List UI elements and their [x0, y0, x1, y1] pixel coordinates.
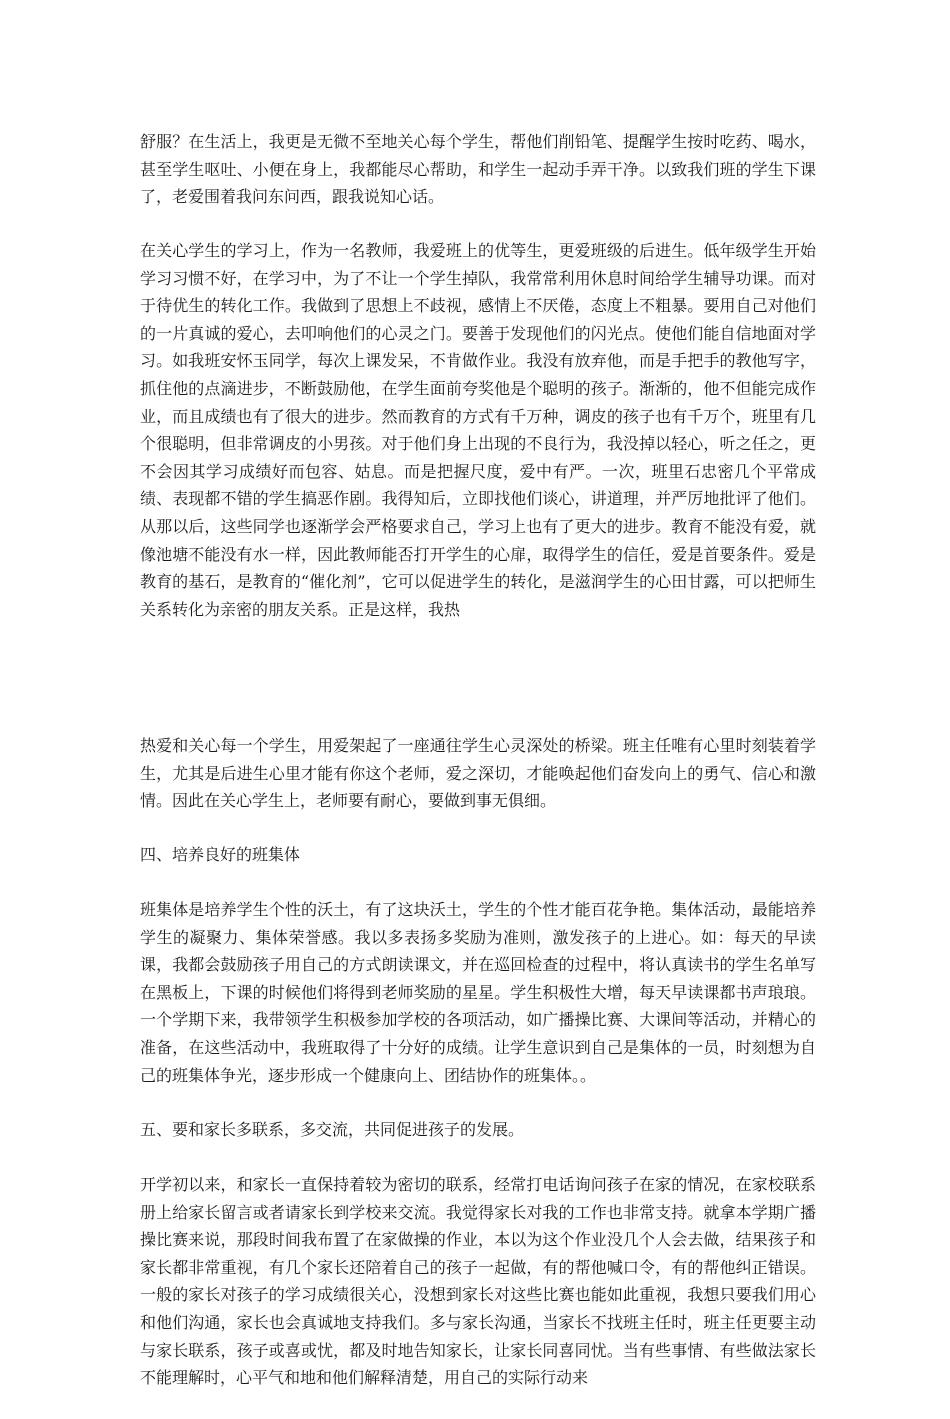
section-heading-parent-contact: 五、要和家长多联系，多交流，共同促进孩子的发展。 [140, 1120, 525, 1139]
section-heading-class-collective: 四、培养良好的班集体 [140, 845, 301, 864]
document-body [140, 128, 816, 1419]
paragraph-parent-contact: 开学初以来，和家长一直保持着较为密切的联系，经常打电话询问孩子在家的情况，在家校联系册上给家长留言或者请家长到学校来交流。我觉得家长对我的工作也非常支持。就拿本学期广播操比赛来说，那段时间我布置了在家做操的作业，本以为这个作业没几个人会去做，结果孩子和家长都非常重视，有几个家长还陪着自己的孩子一起做，有的帮他喊口令，有的帮他纠正错误。一般的家长对孩子的学习成绩很关心，没想到家长对这些比赛也能如此重视，我想只要我们用心和他们沟通，家长也会真诚地支持我们。多与家长沟通，当家长不找班主任时，班主任更要主动与家长联系，孩子或喜或忧，都及时地告知家长，让家长同喜同忧。当有些事情、有些做法家长不能理解时，心平气和地和他们解释清楚，用自己的实际行动来 [140, 1175, 816, 1388]
paragraph-care-in-life: 舒服？在生活上，我更是无微不至地关心每个学生，帮他们削铅笔、提醒学生按时吃药、喝水，甚至学生呕吐、小便在身上，我都能尽心帮助，和学生一起动手弄干净。以致我们班的学生下课了，老爱围着我问东问西，跟我说知心话。 [140, 132, 816, 207]
paragraph-love-bridge: 热爱和关心每一个学生，用爱架起了一座通往学生心灵深处的桥梁。班主任唯有心里时刻装着学生，尤其是后进生心里才能有你这个老师，爱之深切，才能唤起他们奋发向上的勇气、信心和激情。因此在关心学生上，老师要有耐心，要做到事无俱细。 [140, 736, 816, 811]
paragraph-care-in-study: 在关心学生的学习上，作为一名教师，我爱班上的优等生，更爱班级的后进生。低年级学生开始学习习惯不好，在学习中，为了不让一个学生掉队，我常常利用休息时间给学生辅导功课。而对于待优生的转化工作。我做到了思想上不歧视，感情上不厌倦，态度上不粗暴。要用自己对他们的一片真诚的爱心，去叩响他们的心灵之门。要善于发现他们的闪光点。使他们能自信地面对学习。如我班安怀玉同学，每次上课发呆，不肯做作业。我没有放弃他，而是手把手的教他写字，抓住他的点滴进步，不断鼓励他，在学生面前夸奖他是个聪明的孩子。渐渐的，他不但能完成作业，而且成绩也有了很大的进步。然而教育的方式有千万种，调皮的孩子也有千万个，班里有几个很聪明，但非常调皮的小男孩。对于他们身上出现的不良行为，我没掉以轻心，听之任之，更不会因其学习成绩好而包容、姑息。而是把握尺度，爱中有严。一次，班里石忠密几个平常成绩、表现都不错的学生搞恶作剧。我得知后，立即找他们谈心，讲道理，并严厉地批评了他们。从那以后，这些同学也逐渐学会严格要求自己，学习上也有了更大的进步。教育不能没有爱，就像池塘不能没有水一样，因此教师能否打开学生的心扉，取得学生的信任，爱是首要条件。爱是教育的基石，是教育的“催化剂”，它可以促进学生的转化，是滋润学生的心田甘露，可以把师生关系转化为亲密的朋友关系。正是这样，我热 [140, 241, 816, 619]
paragraph-class-collective: 班集体是培养学生个性的沃土，有了这块沃土，学生的个性才能百花争艳。集体活动，最能培养学生的凝聚力、集体荣誉感。我以多表扬多奖励为准则，激发孩子的上进心。如：每天的早读课，我都会鼓励孩子用自己的方式朗读课文，并在巡回检查的过程中，将认真读书的学生名单写在黑板上，下课的时候他们将得到老师奖励的星星。学生积极性大增，每天早读课都书声琅琅。一个学期下来，我带领学生积极参加学校的各项活动，如广播操比赛、大课间等活动，并精心的准备，在这些活动中，我班取得了十分好的成绩。让学生意识到自己是集体的一员，时刻想为自己的班集体争光，逐步形成一个健康向上、团结协作的班集体。。 [140, 900, 816, 1085]
